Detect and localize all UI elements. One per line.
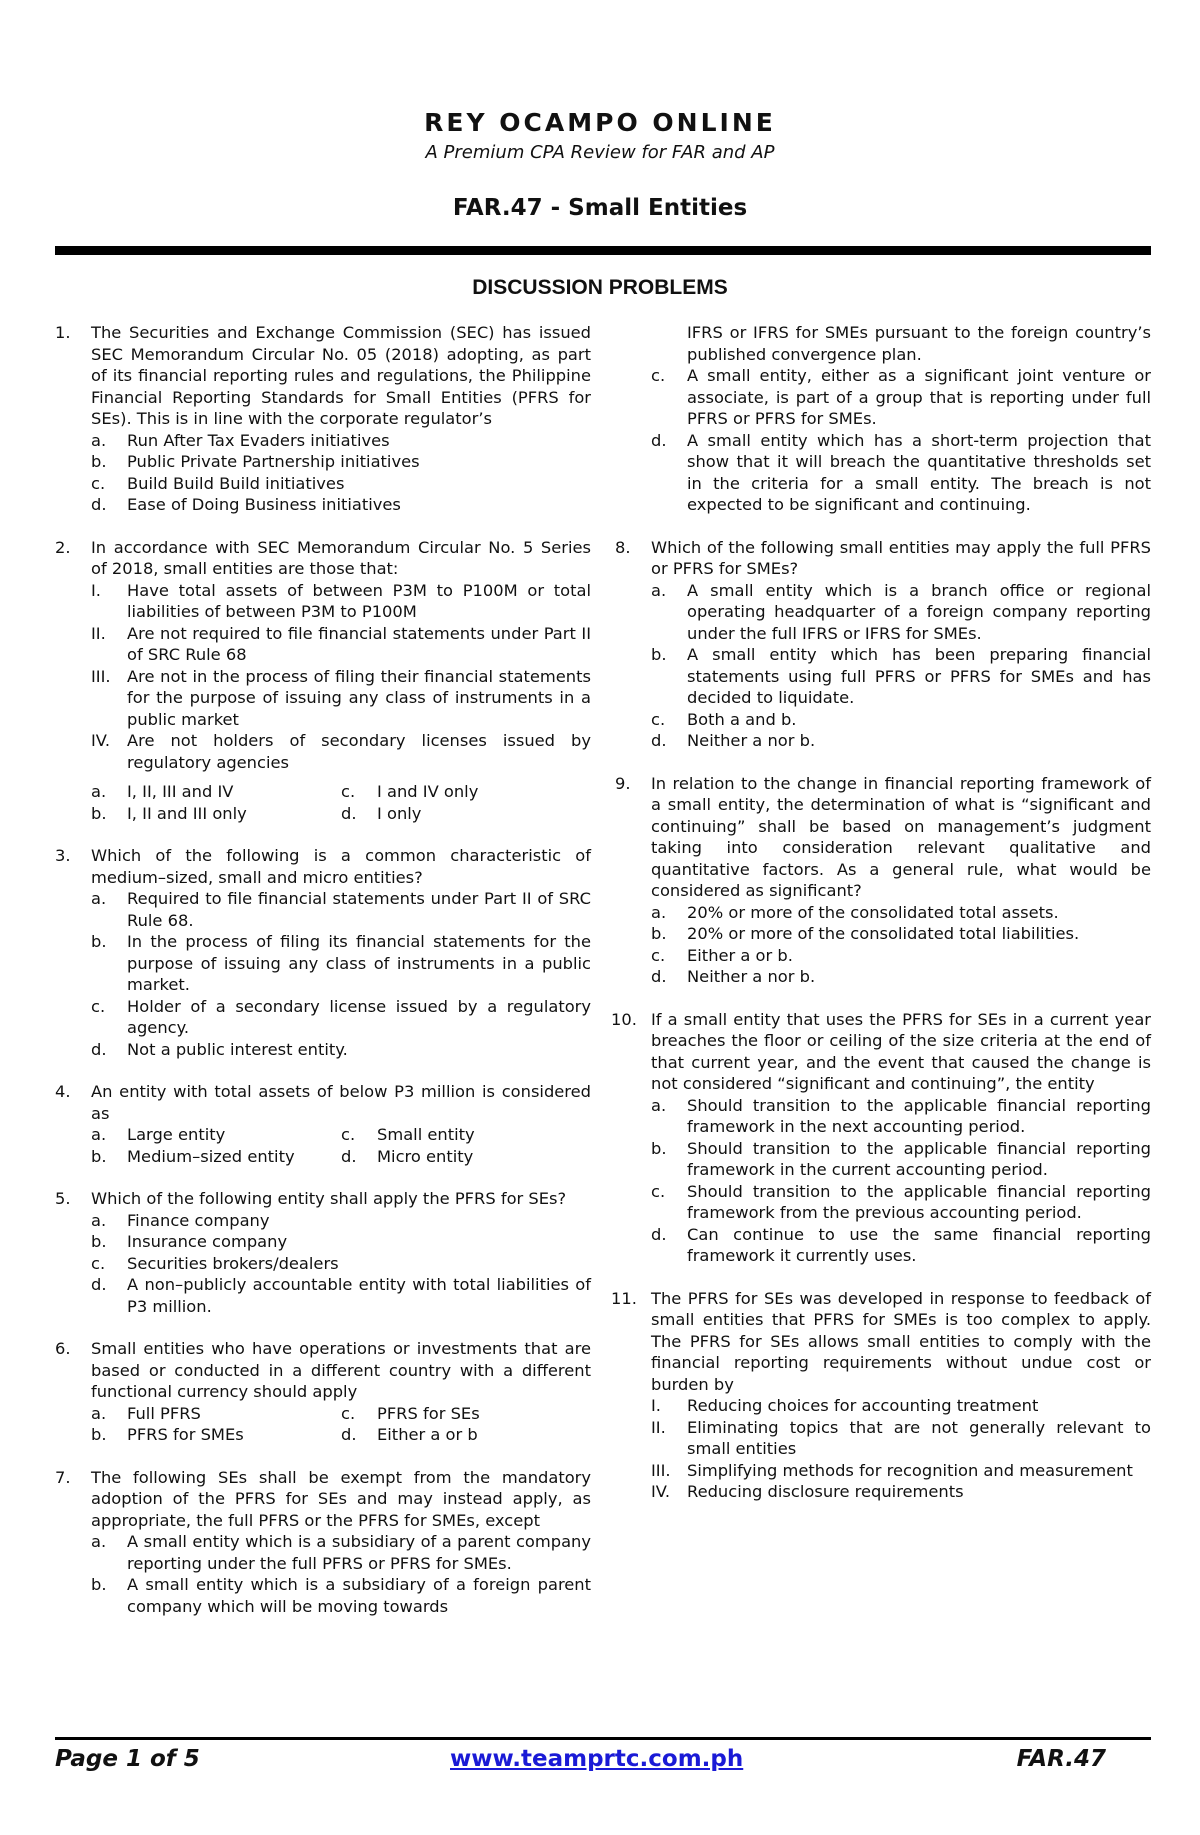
option-d — [651, 1224, 1151, 1267]
option-d — [341, 1146, 591, 1168]
option-c — [651, 945, 1151, 967]
option-letter: d. — [651, 731, 667, 750]
statement-text: Eliminating topics that are not generally relevant to small entities — [687, 1417, 1151, 1458]
question-number: 2. — [55, 537, 71, 557]
option-text: Neither a nor b. — [687, 731, 816, 750]
option-text: Micro entity — [377, 1146, 474, 1166]
question-5 — [55, 1188, 591, 1317]
option-letter: b. — [91, 452, 107, 471]
option-a — [91, 430, 591, 452]
question-number: 3. — [55, 846, 71, 865]
option-letter: c. — [91, 473, 106, 493]
question-number: 6. — [55, 1339, 71, 1358]
option-text: Either a or b. — [687, 945, 793, 965]
question-7 — [55, 1467, 591, 1618]
page-number: Page 1 of 5 — [55, 1746, 200, 1772]
option-letter: c. — [91, 1253, 106, 1273]
option-text: Holder of a secondary license issued by a regulatory agency. — [127, 996, 591, 1037]
question-4 — [55, 1081, 591, 1167]
tagline: A Premium CPA Review for FAR and AP — [425, 142, 775, 163]
option-c — [651, 365, 1151, 430]
option-d — [651, 430, 1151, 516]
option-b — [91, 931, 591, 996]
question-stem: The Securities and Exchange Commission (SEC) has issued SEC Memorandum Circular No. 05 (2018) adopting, as part of its financial reporting rules and regulations, the Philippine Financial Reporting Standards for Small Entities (PFRS for SEs). This is in line with the corporate regulator’s — [91, 323, 591, 428]
option-letter: a. — [91, 1403, 107, 1423]
option-text: Small entity — [377, 1125, 475, 1144]
option-text: Run After Tax Evaders initiatives — [127, 430, 390, 450]
question-stem: Which of the following is a common characteristic of medium–sized, small and micro entities? — [91, 846, 591, 887]
option-letter: b. — [651, 924, 667, 943]
option-letter: d. — [91, 495, 107, 514]
footer-rule — [55, 1737, 1151, 1740]
website-link[interactable]: www.teamprtc.com.ph — [450, 1746, 744, 1772]
option-b-continued — [651, 322, 1151, 365]
option-b — [91, 803, 341, 825]
option-text: A small entity which is a branch office or regional operating headquarter of a foreign company reporting under the full IFRS or IFRS for SMEs. — [687, 580, 1151, 643]
statement-text: Simplifying methods for recognition and measurement — [687, 1460, 1133, 1480]
option-b — [651, 923, 1151, 945]
option-a — [91, 1531, 591, 1574]
option-letter: b. — [91, 803, 107, 823]
option-text: 20% or more of the consolidated total assets. — [687, 902, 1059, 922]
option-text: PFRS for SMEs — [127, 1425, 244, 1444]
option-d — [341, 803, 591, 825]
question-stem: Which of the following small entities may apply the full PFRS or PFRS for SMEs? — [651, 537, 1151, 578]
question-number: 5. — [55, 1189, 71, 1208]
option-letter: d. — [341, 803, 357, 823]
option-d — [651, 730, 1151, 752]
option-letter: c. — [651, 945, 666, 965]
statement-text: Are not holders of secondary licenses issued by regulatory agencies — [127, 731, 591, 772]
option-text: Should transition to the applicable financial reporting framework in the next accounting period. — [687, 1095, 1151, 1136]
statement-numeral: III. — [651, 1460, 671, 1480]
statement-text: Reducing disclosure requirements — [687, 1482, 964, 1501]
question-stem: The following SEs shall be exempt from the mandatory adoption of the PFRS for SEs and may instead apply, as appropriate, the full PFRS or the PFRS for SMEs, except — [91, 1467, 591, 1530]
statement-i — [91, 580, 591, 623]
option-d — [91, 1274, 591, 1317]
statement-text: Have total assets of between P3M to P100M or total liabilities of between P3M to P100M — [127, 580, 591, 621]
question-number: 11. — [611, 1288, 637, 1308]
option-letter: d. — [651, 967, 667, 986]
option-text: In the process of filing its financial statements for the purpose of issuing any class of instruments in a public market. — [127, 932, 591, 994]
option-text: Securities brokers/dealers — [127, 1253, 339, 1273]
option-letter: d. — [91, 1275, 107, 1294]
statement-i — [651, 1395, 1151, 1417]
option-c — [91, 473, 591, 495]
option-letter: c. — [651, 709, 666, 729]
option-letter: a. — [651, 1095, 667, 1115]
page-footer — [55, 1746, 1151, 1780]
option-text: A small entity which has a short-term projection that show that it will breach the quantitative thresholds set in the criteria for a small entity. The breach is not expected to be significant and continuing. — [687, 430, 1151, 514]
option-letter: b. — [651, 645, 667, 664]
statement-iv — [91, 730, 591, 773]
statement-iii — [91, 666, 591, 731]
header-rule — [55, 246, 1151, 255]
options-grid — [91, 1124, 591, 1167]
option-letter: a. — [91, 1532, 107, 1551]
question-stem: If a small entity that uses the PFRS for SEs in a current year breaches the floor or ceiling of the size criteria at the end of that current year, and the event that caused the change is not considered “significant and continuing”, the entity — [651, 1009, 1151, 1093]
question-number: 9. — [615, 773, 631, 793]
option-letter: b. — [651, 1138, 667, 1158]
option-a — [651, 580, 1151, 645]
question-stem: An entity with total assets of below P3 million is considered as — [91, 1082, 591, 1123]
question-stem: The PFRS for SEs was developed in response to feedback of small entities that PFRS for SMEs is too complex to apply. The PFRS for SEs allows small entities to comply with the financial reporting requirements without undue cost or burden by — [651, 1288, 1151, 1394]
option-a — [651, 1095, 1151, 1138]
option-text: PFRS for SEs — [377, 1403, 480, 1423]
option-letter: d. — [341, 1425, 357, 1444]
question-1 — [55, 322, 591, 516]
option-text: 20% or more of the consolidated total liabilities. — [687, 924, 1080, 943]
option-letter: a. — [91, 889, 107, 908]
option-b — [91, 1231, 591, 1253]
statement-numeral: II. — [651, 1417, 666, 1437]
option-text: A small entity which is a subsidiary of a foreign parent company which will be moving towards — [127, 1575, 591, 1616]
question-9 — [615, 773, 1151, 988]
option-d — [91, 494, 591, 516]
statement-iii — [651, 1460, 1151, 1482]
question-stem: In relation to the change in financial reporting framework of a small entity, the determination of what is “significant and continuing” shall be based on management’s judgment taking into consideration relevant qualitative and quantitative factors. As a general rule, what would be considered as significant? — [651, 773, 1151, 900]
options-grid — [91, 1403, 591, 1446]
statement-text: Are not required to file financial statements under Part II of SRC Rule 68 — [127, 623, 591, 664]
option-c — [91, 1253, 591, 1275]
right-column — [611, 322, 1151, 1524]
statement-numeral: IV. — [91, 731, 111, 750]
option-letter: a. — [651, 580, 667, 600]
option-text: Both a and b. — [687, 709, 797, 729]
question-7-continued — [615, 322, 1151, 516]
statement-numeral: I. — [651, 1396, 661, 1415]
section-title: DISCUSSION PROBLEMS — [472, 276, 728, 299]
option-letter: c. — [341, 1403, 356, 1423]
option-text: Either a or b — [377, 1425, 478, 1444]
left-column — [55, 322, 591, 1638]
question-6 — [55, 1338, 591, 1446]
option-letter: a. — [91, 782, 107, 801]
option-a — [651, 902, 1151, 924]
option-letter: a. — [91, 1125, 107, 1144]
option-letter: a. — [91, 1210, 107, 1230]
statement-numeral: II. — [91, 623, 106, 643]
footer-code: FAR.47 — [1016, 1746, 1106, 1772]
option-letter: d. — [91, 1039, 107, 1059]
option-a — [91, 781, 341, 803]
options-grid — [91, 781, 591, 824]
brand-title: REY OCAMPO ONLINE — [424, 108, 776, 137]
option-letter: b. — [91, 1425, 107, 1444]
statement-numeral: IV. — [651, 1482, 671, 1501]
option-text: A non–publicly accountable entity with total liabilities of P3 million. — [127, 1275, 591, 1316]
question-number: 1. — [55, 323, 71, 342]
option-letter: b. — [91, 1146, 107, 1166]
option-letter: b. — [91, 932, 107, 951]
option-c — [651, 709, 1151, 731]
option-text: Not a public interest entity. — [127, 1039, 348, 1059]
option-text: I only — [377, 803, 422, 823]
question-10 — [611, 1009, 1151, 1267]
statement-ii — [651, 1417, 1151, 1460]
option-d — [91, 1039, 591, 1061]
statement-ii — [91, 623, 591, 666]
option-letter: c. — [651, 1181, 666, 1201]
option-c — [91, 996, 591, 1039]
option-letter: a. — [91, 430, 107, 450]
option-text: Should transition to the applicable financial reporting framework from the previous accounting period. — [687, 1181, 1151, 1222]
question-stem: Small entities who have operations or investments that are based or conducted in a different country with a different functional currency should apply — [91, 1339, 591, 1401]
question-number: 8. — [615, 537, 631, 557]
option-b — [651, 644, 1151, 709]
option-a — [91, 1210, 591, 1232]
option-letter: c. — [341, 782, 356, 801]
option-text: Should transition to the applicable financial reporting framework in the current accounting period. — [687, 1138, 1151, 1179]
question-number: 10. — [611, 1009, 637, 1029]
statement-iv — [651, 1481, 1151, 1503]
option-text: Public Private Partnership initiatives — [127, 452, 420, 471]
option-a — [91, 1124, 341, 1146]
option-text: Can continue to use the same financial reporting framework it currently uses. — [687, 1224, 1151, 1265]
option-text: A small entity which is a subsidiary of a parent company reporting under the full PFRS or PFRS for SMEs. — [127, 1532, 591, 1573]
statement-text: Reducing choices for accounting treatment — [687, 1396, 1039, 1415]
option-a — [91, 888, 591, 931]
statement-text: Are not in the process of filing their financial statements for the purpose of issuing any class of instruments in a public market — [127, 666, 591, 729]
option-text: Full PFRS — [127, 1403, 201, 1423]
question-11 — [611, 1288, 1151, 1503]
option-text: Neither a nor b. — [687, 967, 816, 986]
option-letter: d. — [651, 430, 667, 450]
question-2 — [55, 537, 591, 825]
option-text: Ease of Doing Business initiatives — [127, 495, 401, 514]
option-c — [651, 1181, 1151, 1224]
question-number: 4. — [55, 1082, 71, 1101]
option-b — [91, 1574, 591, 1617]
option-text: Finance company — [127, 1210, 270, 1230]
option-letter: b. — [91, 1232, 107, 1251]
question-3 — [55, 845, 591, 1060]
option-text: I, II and III only — [127, 803, 247, 823]
option-text: Required to file financial statements under Part II of SRC Rule 68. — [127, 889, 591, 930]
option-text: A small entity which has been preparing financial statements using full PFRS or PFRS for SMEs and has decided to liquidate. — [687, 645, 1151, 707]
question-stem: Which of the following entity shall apply the PFRS for SEs? — [91, 1189, 567, 1208]
option-text: Medium–sized entity — [127, 1146, 295, 1166]
statement-numeral: I. — [91, 580, 101, 600]
statement-numeral: III. — [91, 666, 111, 686]
option-letter: c. — [91, 996, 106, 1016]
question-8 — [615, 537, 1151, 752]
option-text: Build Build Build initiatives — [127, 473, 345, 493]
option-letter: b. — [91, 1575, 107, 1594]
option-c — [341, 781, 591, 803]
option-b — [91, 1146, 341, 1168]
option-text: IFRS or IFRS for SMEs pursuant to the foreign country’s published convergence plan. — [687, 323, 1151, 364]
question-stem: In accordance with SEC Memorandum Circular No. 5 Series of 2018, small entities are those that: — [91, 537, 591, 578]
option-text: Large entity — [127, 1125, 226, 1144]
document-code-title: FAR.47 - Small Entities — [452, 195, 748, 221]
option-c — [341, 1403, 591, 1425]
option-letter: c. — [651, 366, 666, 385]
option-b — [91, 451, 591, 473]
option-letter: d. — [341, 1146, 357, 1166]
option-b — [651, 1138, 1151, 1181]
option-text: A small entity, either as a significant joint venture or associate, is part of a group that is reporting under full PFRS or PFRS for SMEs. — [687, 366, 1151, 428]
option-d — [341, 1424, 591, 1446]
option-b — [91, 1424, 341, 1446]
option-a — [91, 1403, 341, 1425]
option-c — [341, 1124, 591, 1146]
option-d — [651, 966, 1151, 988]
option-letter: d. — [651, 1224, 667, 1244]
option-letter: a. — [651, 902, 667, 922]
option-text: I and IV only — [377, 782, 479, 801]
option-letter: c. — [341, 1125, 356, 1144]
option-text: Insurance company — [127, 1232, 288, 1251]
option-text: I, II, III and IV — [127, 782, 234, 801]
question-number: 7. — [55, 1467, 71, 1487]
